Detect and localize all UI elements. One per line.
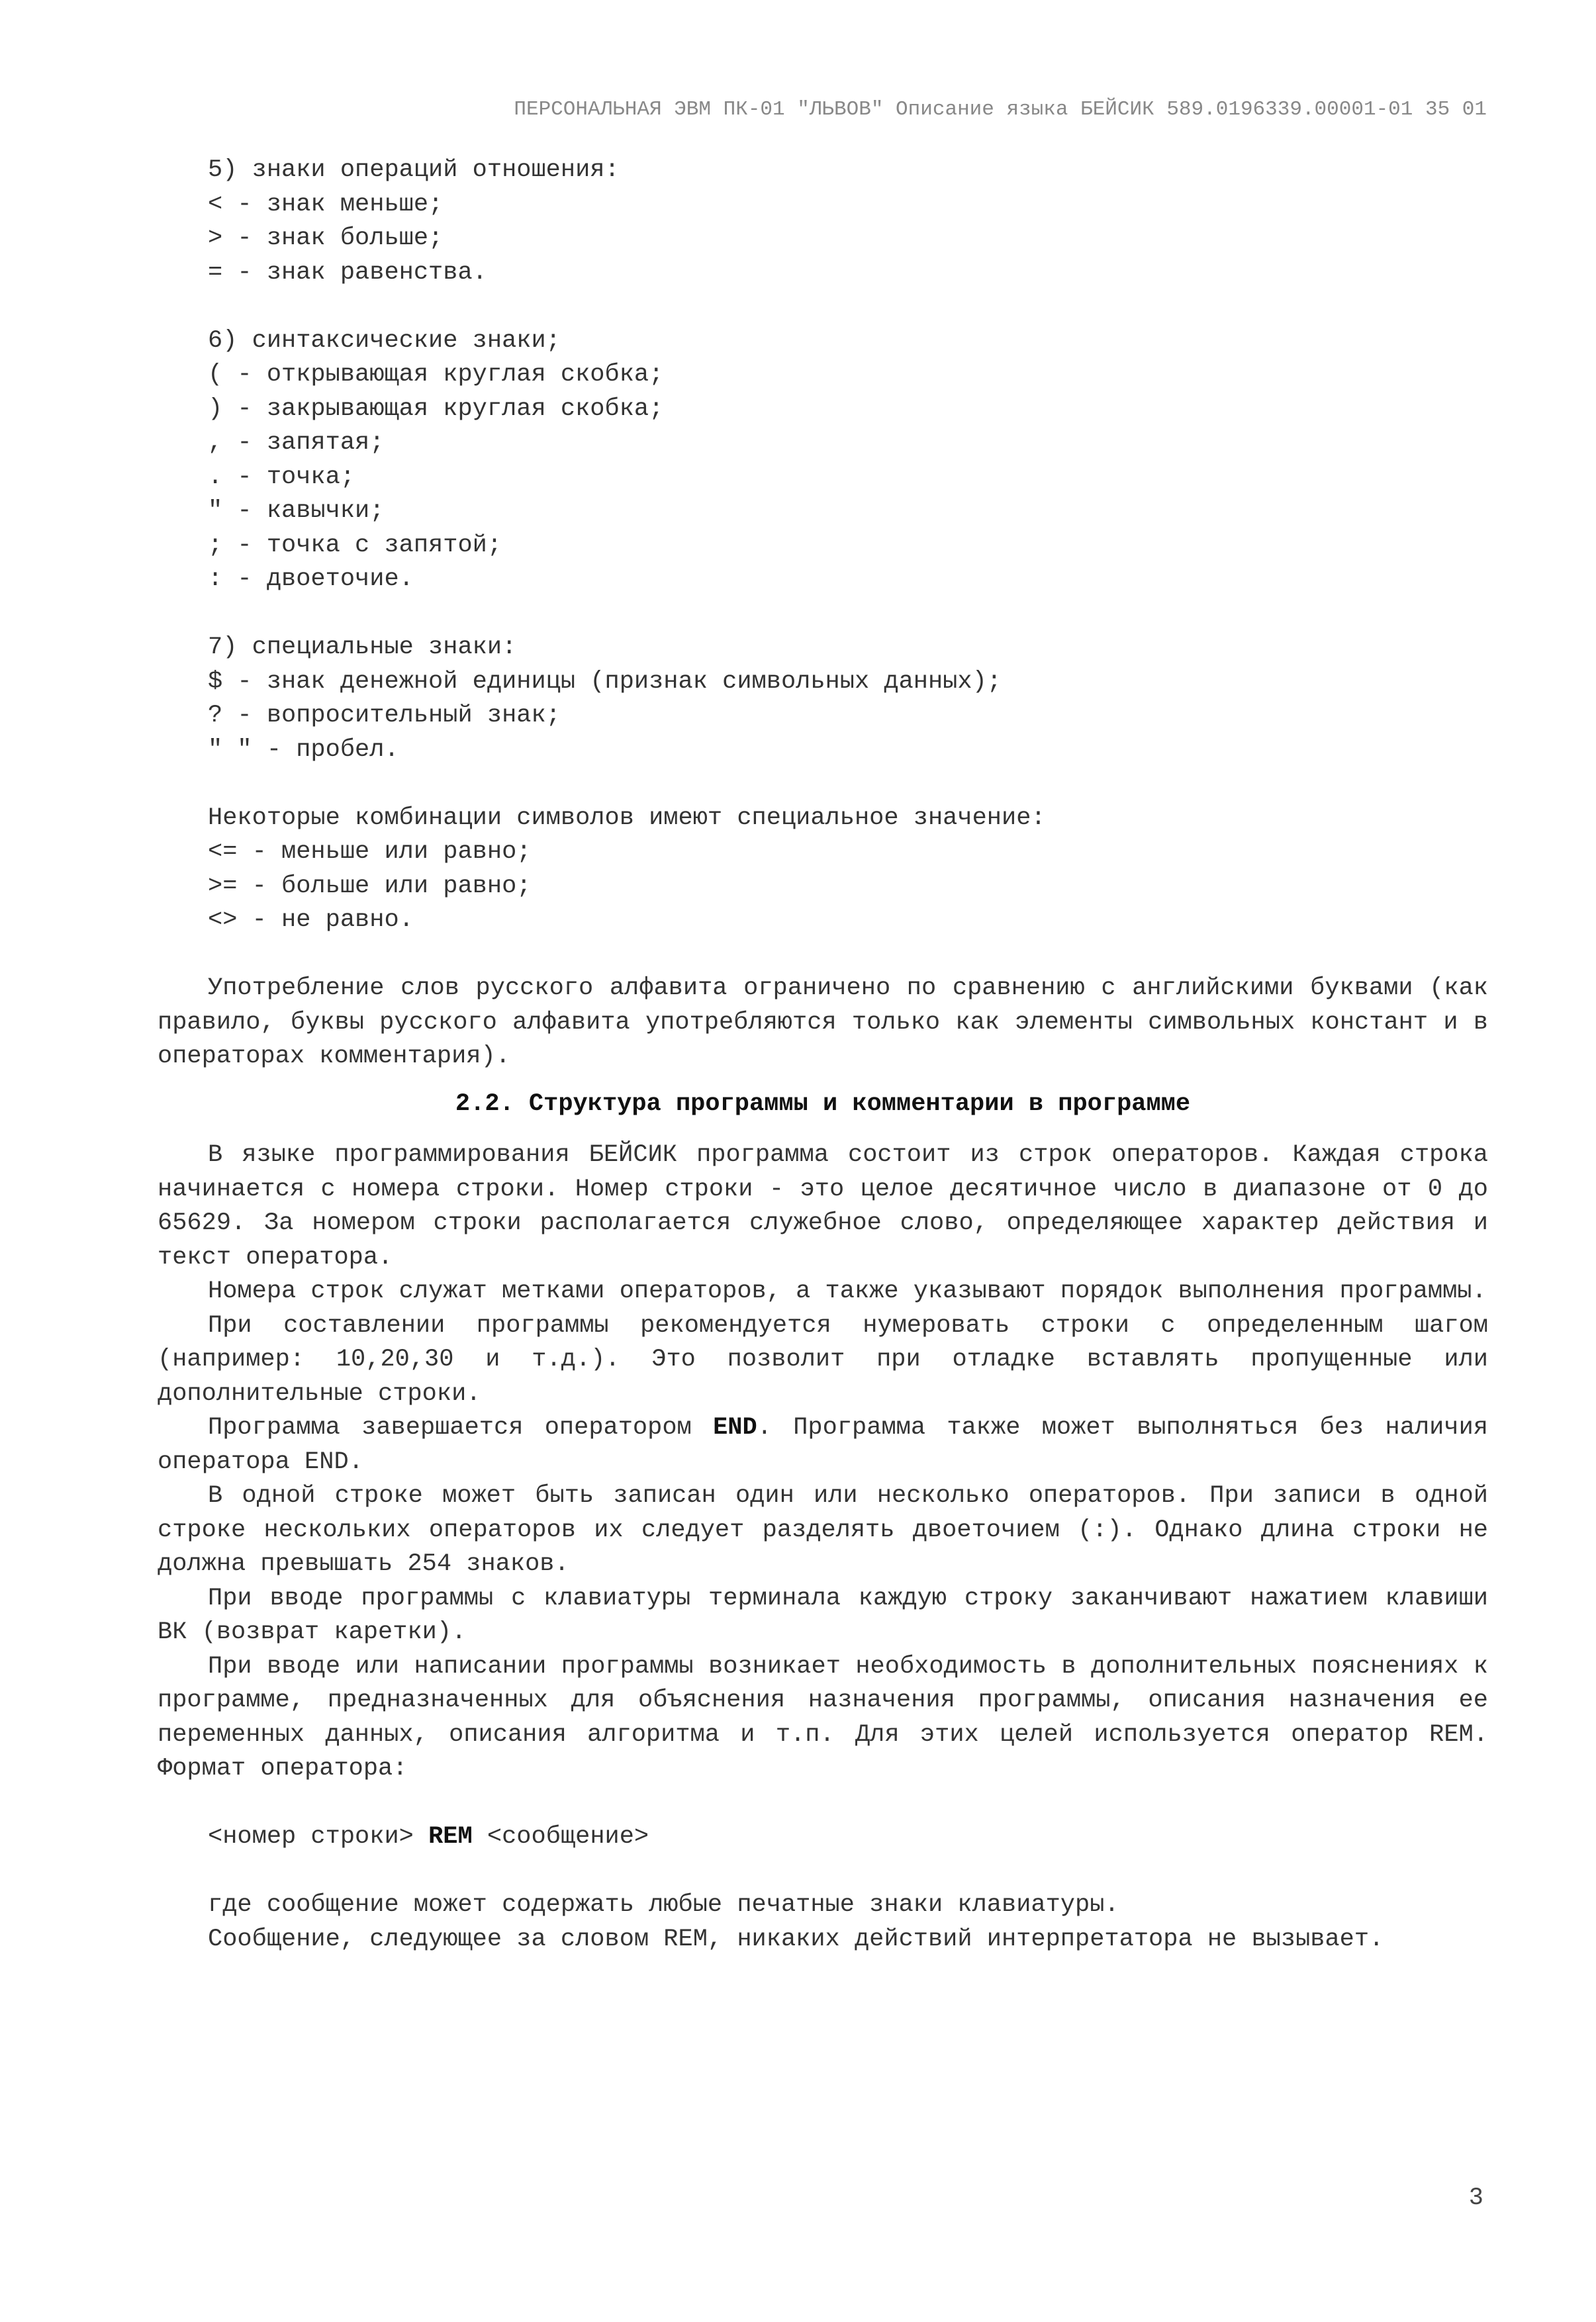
list-item: ; - точка с запятой;	[208, 531, 502, 559]
paragraph-text: Программа завершается оператором	[208, 1414, 714, 1442]
list-item: > - знак больше;	[208, 224, 444, 252]
section-5-title: 5) знаки операций отношения:	[208, 156, 620, 184]
list-item: <= - меньше или равно;	[208, 838, 532, 866]
paragraph: где сообщение может содержать любые печатные знаки клавиатуры.	[208, 1891, 1119, 1919]
section-heading: 2.2. Структура программы и комментарии в программе	[455, 1090, 1191, 1118]
usage-paragraph: Употребление слов русского алфавита ограничено по сравнению с английскими буквами (как правило, буквы русского алфавита употребляются только как элементы символьных констант и в операторах комментария).	[158, 974, 1488, 1070]
list-item: ( - открывающая круглая скобка;	[208, 361, 664, 389]
list-item: < - знак меньше;	[208, 190, 444, 218]
list-item: ? - вопросительный знак;	[208, 702, 561, 729]
list-item: : - двоеточие.	[208, 565, 414, 593]
section-6-title: 6) синтаксические знаки;	[208, 326, 561, 355]
list-item: " - кавычки;	[208, 497, 385, 525]
paragraph-text: . Программа также может выполняться без наличия оператора END.	[158, 1414, 1488, 1476]
keyword-rem: REM	[428, 1823, 473, 1851]
paragraph: В языке программирования БЕЙСИК программа состоит из строк операторов. Каждая строка начинается с номера строки. Номер строки - это целое десятичное число в диапазоне от 0 до 65629. За номером строки располагается служебное слово, определяющее характер действия и текст оператора.	[158, 1141, 1488, 1272]
format-text: <сообщение>	[472, 1823, 649, 1851]
paragraph: При вводе или написании программы возникает необходимость в дополнительных пояснениях к программе, предназначенных для объяснения назначения программы, описания назначения ее переменных данных, описания алгоритма и т.п. Для этих целей используется оператор REM. Формат оператора:	[158, 1652, 1488, 1783]
list-item: , - запятая;	[208, 429, 385, 457]
list-item: >= - больше или равно;	[208, 872, 532, 900]
section-7-title: 7) специальные знаки:	[208, 633, 517, 661]
paragraph: При вводе программы с клавиатуры терминала каждую строку заканчивают нажатием клавиши ВК (возврат каретки).	[158, 1584, 1488, 1646]
paragraph: Номера строк служат метками операторов, а также указывают порядок выполнения программы.	[208, 1277, 1487, 1305]
running-header: ПЕРСОНАЛЬНАЯ ЭВМ ПК-01 "ЛЬВОВ" Описание языка БЕЙСИК 589.0196339.00001-01 35 01	[514, 98, 1487, 121]
list-item: " " - пробел.	[208, 735, 399, 764]
paragraph: Сообщение, следующее за словом REM, никаких действий интерпретатора не вызывает.	[208, 1925, 1384, 1953]
list-item: <> - не равно.	[208, 906, 414, 934]
paragraph: При составлении программы рекомендуется нумеровать строки с определенным шагом (например: 10,20,30 и т.д.). Это позволит при отладке вставлять пропущенные или дополнительные строки.	[158, 1311, 1488, 1408]
rem-format-line	[158, 1820, 1488, 1855]
format-text: <номер строки>	[208, 1823, 429, 1851]
page-content	[158, 154, 1488, 1957]
list-item: = - знак равенства.	[208, 258, 487, 287]
list-item: ) - закрывающая круглая скобка;	[208, 395, 664, 423]
paragraph	[158, 1411, 1488, 1479]
keyword-end: END	[713, 1414, 757, 1442]
list-item: . - точка;	[208, 463, 355, 491]
paragraph: В одной строке может быть записан один или несколько операторов. При записи в одной строке нескольких операторов их следует разделять двоеточием (:). Однако длина строки не должна превышать 254 знаков.	[158, 1482, 1488, 1578]
list-item: $ - знак денежной единицы (признак символьных данных);	[208, 667, 1002, 696]
page-number: 3	[1468, 2184, 1483, 2212]
combinations-title: Некоторые комбинации символов имеют специальное значение:	[208, 804, 1046, 832]
